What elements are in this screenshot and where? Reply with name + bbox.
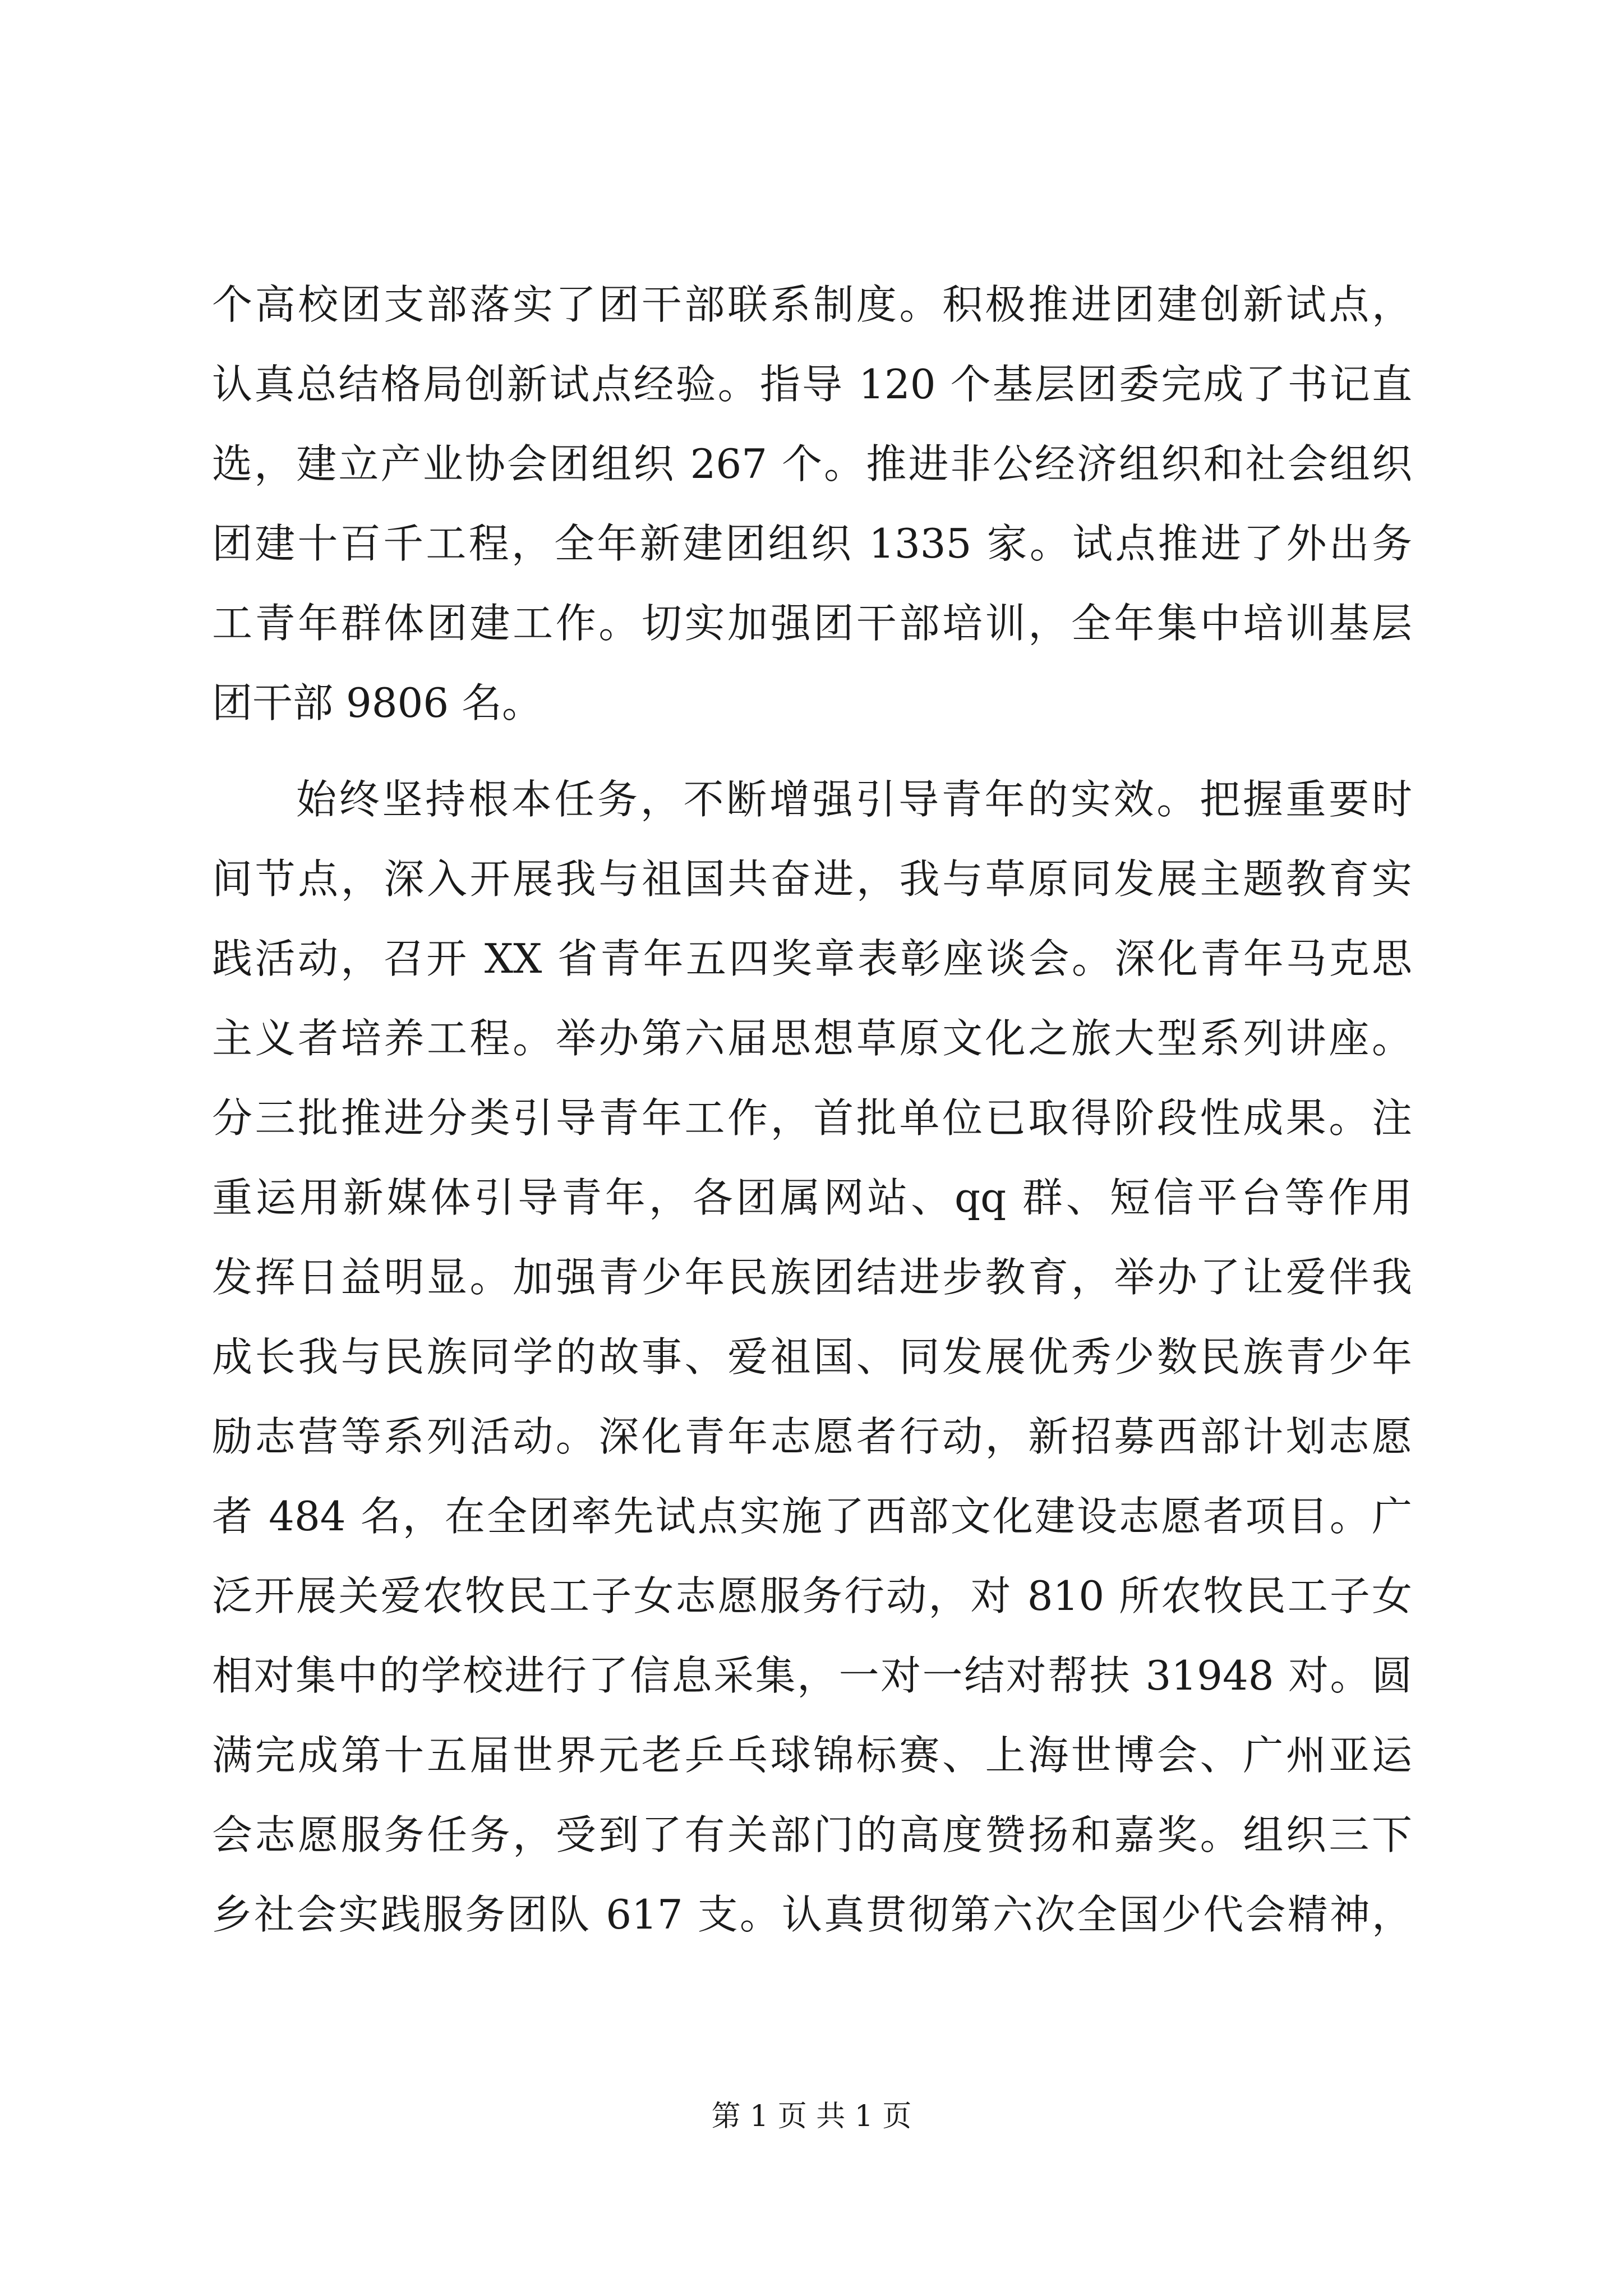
text-line: 相对集中的学校进行了信息采集，一对一结对帮扶 31948 对。圆 (212, 1652, 1412, 1699)
text-line: 主义者培养工程。举办第六届思想草原文化之旅大型系列讲座。 (212, 1015, 1412, 1062)
paragraph (212, 760, 1412, 1954)
text-line: 满完成第十五届世界元老乒乓球锦标赛、上海世博会、广州亚运 (212, 1732, 1412, 1779)
text-line: 会志愿服务任务，受到了有关部门的高度赞扬和嘉奖。组织三下 (212, 1811, 1412, 1858)
text-line: 践活动，召开 XX 省青年五四奖章表彰座谈会。深化青年马克思 (212, 935, 1412, 982)
text-line: 个高校团支部落实了团干部联系制度。积极推进团建创新试点， (212, 281, 1412, 328)
paragraph (212, 265, 1412, 743)
text-line: 工青年群体团建工作。切实加强团干部培训，全年集中培训基层 (212, 600, 1412, 647)
paragraph-gap (212, 743, 1412, 760)
text-line: 泛开展关爱农牧民工子女志愿服务行动，对 810 所农牧民工子女 (212, 1572, 1412, 1619)
text-line: 者 484 名，在全团率先试点实施了西部文化建设志愿者项目。广 (212, 1493, 1412, 1540)
page-number-footer: 第 1 页 共 1 页 (711, 2100, 912, 2133)
text-line: 认真总结格局创新试点经验。指导 120 个基层团委完成了书记直 (212, 361, 1412, 408)
text-line: 重运用新媒体引导青年，各团属网站、qq 群、短信平台等作用 (212, 1174, 1412, 1221)
text-line: 分三批推进分类引导青年工作，首批单位已取得阶段性成果。注 (212, 1094, 1412, 1142)
text-line: 乡社会实践服务团队 617 支。认真贯彻第六次全国少代会精神， (212, 1891, 1412, 1938)
text-line: 选，建立产业协会团组织 267 个。推进非公经济组织和社会组织 (212, 440, 1412, 487)
text-line: 发挥日益明显。加强青少年民族团结进步教育，举办了让爱伴我 (212, 1254, 1412, 1301)
text-line: 励志营等系列活动。深化青年志愿者行动，新招募西部计划志愿 (212, 1413, 1412, 1460)
text-line: 团建十百千工程，全年新建团组织 1335 家。试点推进了外出务 (212, 520, 1412, 567)
document-body (212, 265, 1412, 1954)
text-line: 团干部 9806 名。 (212, 679, 543, 726)
text-line: 间节点，深入开展我与祖国共奋进，我与草原同发展主题教育实 (212, 855, 1412, 903)
text-line: 始终坚持根本任务，不断增强引导青年的实效。把握重要时 (296, 776, 1412, 823)
text-line: 成长我与民族同学的故事、爱祖国、同发展优秀少数民族青少年 (212, 1333, 1412, 1381)
